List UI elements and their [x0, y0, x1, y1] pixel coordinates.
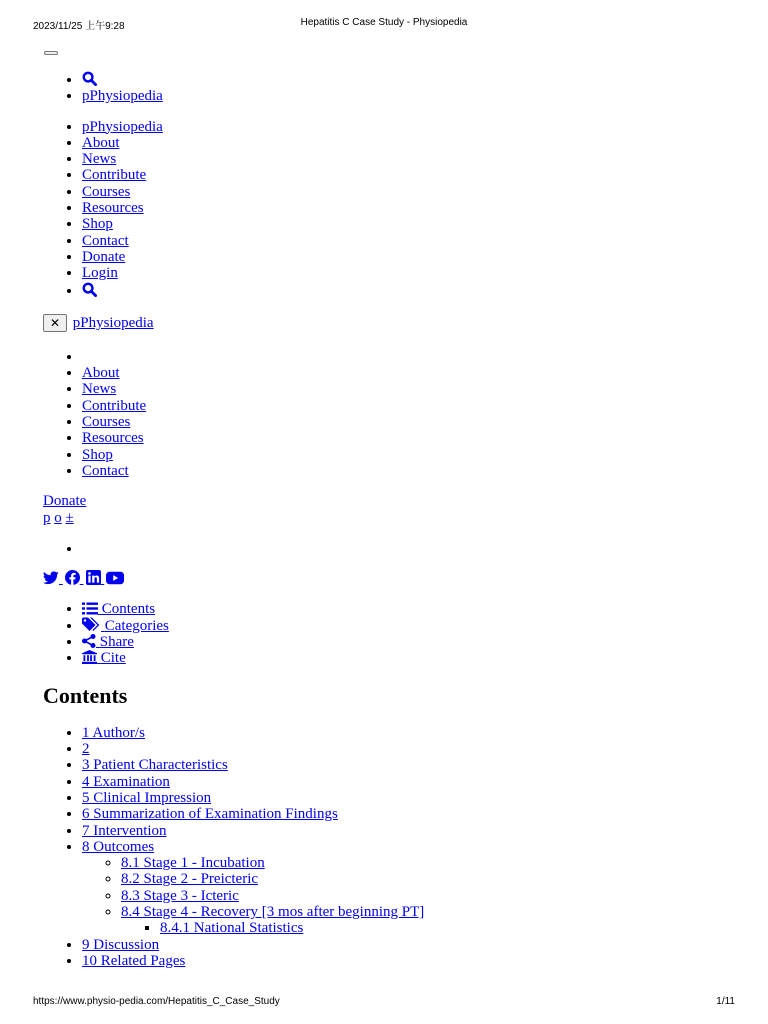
facebook-link[interactable] [65, 571, 84, 587]
tool-link-share[interactable] [82, 634, 134, 650]
list-icon [82, 602, 98, 615]
toc-link-outcomes[interactable]: 8 Outcomes [82, 838, 155, 855]
nav-link-contact[interactable]: Contact [82, 232, 129, 249]
toc-link-clinical-impression[interactable]: 5 Clinical Impression [82, 789, 212, 806]
nav-link-contribute[interactable]: Contribute [82, 167, 147, 184]
offcanvas-link-news[interactable]: News [82, 381, 117, 398]
toc-item [82, 937, 733, 953]
search-link[interactable] [82, 72, 97, 88]
offcanvas-item-news [82, 381, 733, 397]
toc-title: Contents [43, 682, 128, 708]
offcanvas-link-about[interactable]: About [82, 365, 120, 382]
toc-subitem [121, 871, 733, 887]
tool-label-cite: Cite [100, 650, 126, 667]
toc-item [82, 839, 733, 937]
toc-item [82, 725, 733, 741]
toc-link-patient-characteristics[interactable]: 3 Patient Characteristics [82, 757, 228, 774]
toc-subitem [121, 855, 733, 871]
nav-item-news [82, 151, 733, 167]
print-page-number: 1/11 [716, 996, 735, 1007]
toc-link-stage-3[interactable]: 8.3 Stage 3 - Icteric [121, 887, 239, 904]
toc-item [82, 953, 733, 969]
offcanvas-empty-item [82, 349, 733, 365]
offcanvas-item-resources [82, 430, 733, 446]
tags-icon [82, 617, 101, 632]
nav-search-link[interactable] [82, 283, 97, 299]
page-content [43, 45, 733, 969]
nav-link-courses[interactable]: Courses [82, 183, 131, 200]
nav-link-resources[interactable]: Resources [82, 200, 144, 217]
tool-label-share: Share [99, 634, 134, 651]
offcanvas-link-shop[interactable]: Shop [82, 446, 113, 463]
toc-subsubitem [160, 920, 733, 936]
toc-link-related-pages[interactable]: 10 Related Pages [82, 952, 186, 969]
toc-item [82, 806, 733, 822]
offcanvas-footer [43, 493, 733, 527]
tool-link-cite[interactable] [82, 650, 126, 666]
toc-list [43, 725, 733, 969]
facebook-icon [65, 570, 80, 585]
navbar-toggler-button[interactable] [44, 51, 58, 55]
toc-link-intervention[interactable]: 7 Intervention [82, 822, 167, 839]
offcanvas-item-about [82, 365, 733, 381]
offcanvas-link-contribute[interactable]: Contribute [82, 397, 147, 414]
print-title: Hepatitis C Case Study - Physiopedia [300, 17, 468, 28]
nav-item-search [82, 282, 733, 299]
nav-item-contact [82, 233, 733, 249]
offcanvas-link-resources[interactable]: Resources [82, 430, 144, 447]
mini-link-p[interactable]: p [43, 510, 51, 527]
tool-item-share [82, 634, 733, 650]
toc-link-examination[interactable]: 4 Examination [82, 773, 170, 790]
print-datetime: 2023/11/25 上午9:28 [33, 21, 125, 32]
list-item [82, 71, 733, 88]
nav-item-shop [82, 216, 733, 232]
nav-item-resources [82, 200, 733, 216]
nav-link-home[interactable]: pPhysiopedia [82, 118, 163, 135]
toc-link-stage-4[interactable]: 8.4 Stage 4 - Recovery [3 mos after beginning PT] [121, 903, 425, 920]
toc-item [82, 757, 733, 773]
tool-item-categories [82, 617, 733, 634]
toc-link-authors[interactable]: 1 Author/s [82, 724, 145, 741]
nav-item-donate [82, 249, 733, 265]
toc-link-summarization[interactable]: 6 Summarization of Examination Findings [82, 806, 338, 823]
list-item [82, 88, 733, 104]
print-url: https://www.physio-pedia.com/Hepatitis_C_Case_Study [33, 996, 280, 1007]
tool-label-categories: Categories [104, 617, 169, 634]
offcanvas-nav-list [43, 349, 733, 479]
toc-item [82, 774, 733, 790]
toc-link-discussion[interactable]: 9 Discussion [82, 936, 160, 953]
top-nav-list [43, 71, 733, 105]
twitter-link[interactable] [43, 571, 63, 587]
empty-list [43, 541, 733, 557]
toc-item [82, 741, 733, 757]
tool-item-cite [82, 650, 733, 666]
linkedin-icon [86, 570, 101, 585]
nav-item-home [82, 119, 733, 135]
nav-link-news[interactable]: News [82, 151, 117, 168]
offcanvas-item-contact [82, 463, 733, 479]
nav-link-shop[interactable]: Shop [82, 216, 113, 233]
search-icon [82, 71, 97, 86]
nav-item-courses [82, 184, 733, 200]
empty-list-item [82, 541, 733, 557]
linkedin-link[interactable] [86, 571, 105, 587]
toc-link-national-statistics[interactable]: 8.4.1 National Statistics [160, 920, 304, 937]
youtube-icon [106, 571, 124, 585]
offcanvas-link-contact[interactable]: Contact [82, 462, 129, 479]
nav-link-login[interactable]: Login [82, 265, 118, 282]
tool-link-categories[interactable] [82, 618, 169, 634]
social-links [43, 570, 733, 588]
landmark-icon [82, 650, 97, 664]
toc-subitem [121, 904, 733, 937]
nav-link-about[interactable]: About [82, 134, 120, 151]
offcanvas-link-courses[interactable]: Courses [82, 414, 131, 431]
toc-item [82, 790, 733, 806]
offcanvas-item-courses [82, 414, 733, 430]
page-tools-list [43, 601, 733, 667]
tool-label-contents: Contents [101, 600, 156, 617]
toc-sublist [82, 855, 733, 936]
nav-link-donate[interactable]: Donate [82, 248, 126, 265]
offcanvas-brand-link[interactable]: pPhysiopedia [72, 314, 154, 331]
nav-item-contribute [82, 167, 733, 183]
close-icon: ✕ [49, 316, 61, 331]
tool-link-contents[interactable] [82, 601, 155, 617]
youtube-link[interactable] [106, 571, 124, 587]
toc-link-stage-1[interactable]: 8.1 Stage 1 - Incubation [121, 855, 265, 872]
toc-subitem [121, 888, 733, 904]
toc-subsublist [121, 920, 733, 936]
offcanvas-item-contribute [82, 398, 733, 414]
nav-item-about [82, 135, 733, 151]
tool-item-contents [82, 601, 733, 617]
toc-item [82, 823, 733, 839]
nav-item-login [82, 265, 733, 281]
offcanvas-header [43, 313, 733, 333]
twitter-icon [43, 571, 59, 585]
offcanvas-item-shop [82, 447, 733, 463]
brand-link[interactable]: pPhysiopedia [82, 88, 163, 105]
search-icon [82, 282, 97, 297]
close-button[interactable] [43, 314, 67, 332]
print-header [0, 17, 768, 31]
offcanvas-donate-link[interactable]: Donate [43, 493, 87, 510]
mini-link-plusminus[interactable]: ± [65, 510, 74, 527]
toc-link-2[interactable]: 2 [82, 741, 90, 758]
main-nav-list [43, 119, 733, 299]
share-icon [82, 634, 96, 648]
toc-link-stage-2[interactable]: 8.2 Stage 2 - Preicteric [121, 871, 259, 888]
mini-link-o[interactable]: o [54, 510, 62, 527]
print-footer [0, 996, 768, 1010]
